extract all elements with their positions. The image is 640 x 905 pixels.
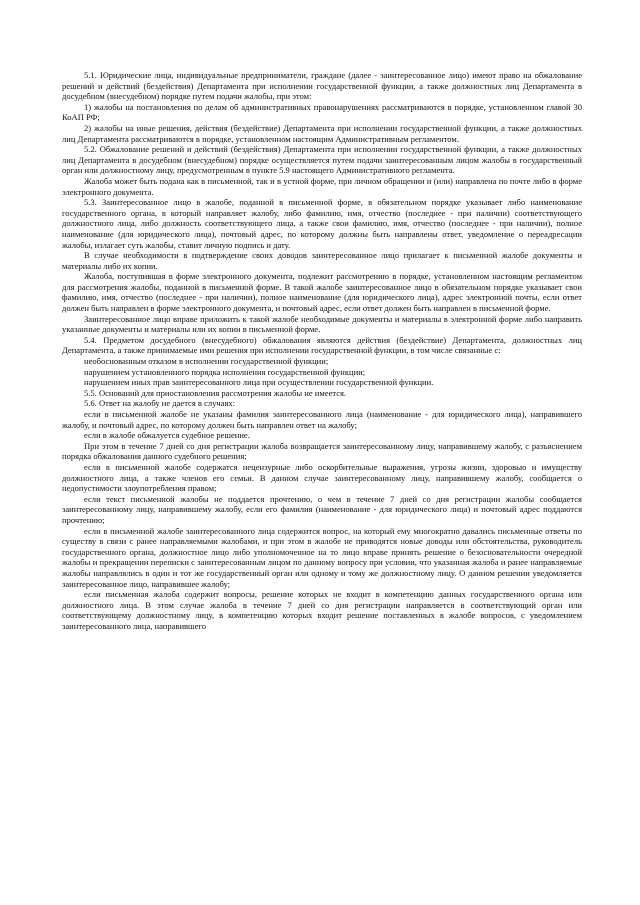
paragraph: 1) жалобы на постановления по делам об административных правонарушениях рассматриваются в порядке, установленном главой 30 КоАП РФ; <box>62 101 582 123</box>
paragraph: 5.2. Обжалование решений и действий (бездействия) Департамента при исполнении государственной функции, а также должностных лиц Департамента в досудебном (внесудебном) порядке осуществляется путем подачи заинтересованным лицом жалобы в государственный орган или должностному лицу, предусмотренным в пункте 5.9 настоящего Административного регламента. <box>62 144 582 176</box>
document-body <box>62 70 582 631</box>
paragraph: 5.3. Заинтересованное лицо в жалобе, поданной в письменной форме, в обязательном порядке указывает либо наименование государственного органа, в который направляет жалобу, либо фамилию, имя, отчество (последнее - при наличии) соответствующего должностного лица, либо должность соответствующего лица, а также свои фамилию, имя, отчество (последнее - при наличии), полное наименование (для юридического лица), почтовый адрес, по которому должны быть направлены ответ, уведомление о переадресации жалобы, излагает суть жалобы, ставит личную подпись и дату. <box>62 197 582 250</box>
list-item: если текст письменной жалобы не поддается прочтению, о чем в течение 7 дней со дня регистрации жалобы сообщается заинтересованному лицу, направившему жалобу, если его фамилия (наименование - для юридического лица) и почтовый адрес поддаются прочтению; <box>62 493 582 525</box>
list-item: если в жалобе обжалуется судебное решение. <box>84 430 250 441</box>
list-item: нарушением установленного порядка исполнения государственной функции; <box>84 366 366 377</box>
list-item: если в письменной жалобе содержатся нецензурные либо оскорбительные выражения, угрозы жизни, здоровью и имуществу должностного лица, а также членов его семьи. В данном случае заинтересованному лицу, направившему жалобу, сообщается о недопустимости злоупотребления правом; <box>62 461 582 494</box>
list-item: если в письменной жалобе заинтересованного лица содержится вопрос, на который ему многократно давались письменные ответы по существу в связи с ранее направляемыми жалобами, и при этом в жалобе не приводятся новые доводы или обстоятельства, руководитель государственного органа, должностное лицо либо уполномоченное на то лицо вправе принять решение о безосновательности очередной жалобы и прекращении переписки с заинтересованным лицом по данному вопросу при условии, что указанная жалоба и ранее направляемые жалобы направлялись в один и тот же государственный орган или одному и тому же должностному лицу. О данном решении уведомляется заинтересованное лицо, направившее жалобу; <box>62 525 582 589</box>
paragraph: Жалоба, поступившая в форме электронного документа, подлежит рассмотрению в порядке, установленном настоящим регламентом для рассмотрения жалобы, поданной в письменной форме. В такой жалобе заинтересованное лицо в обязательном порядке указывает свои фамилию, имя, отчество (последнее - при наличии), полное наименование (для юридического лица), адрес электронной почты, если ответ должен быть направлен в форме электронного документа, и почтовый адрес, если ответ должен быть направлен в письменной форме. <box>62 271 582 314</box>
paragraph: 5.1. Юридические лица, индивидуальные предприниматели, граждане (далее - заинтересованное лицо) имеют право на обжалование решений и действий (бездействия) Департамента при исполнении государственной функции, а также должностных лиц Департамента в досудебном (внесудебном) порядке путем подачи жалобы, при этом: <box>62 70 582 102</box>
paragraph: 2) жалобы на иные решения, действия (бездействие) Департамента при исполнении государственной функции, а также должностных лиц Департамента рассматриваются в порядке, установленном настоящим Административным регламентом. <box>62 122 582 144</box>
paragraph: При этом в течение 7 дней со дня регистрации жалоба возвращается заинтересованному лицу, направившему жалобу, с разъяснением порядка обжалования данного судебного решения; <box>62 440 582 462</box>
list-item: необоснованным отказом в исполнении государственной функции; <box>84 356 329 367</box>
list-item: нарушением иных прав заинтересованного лица при осуществлении государственной функции. <box>84 377 434 388</box>
paragraph: 5.4. Предметом досудебного (внесудебного) обжалования являются действия (бездействие) Департамента, должностных лиц Департамента, а также принимаемые ими решения при исполнении государственной функции, в том числе связанные с: <box>62 334 582 356</box>
list-item: если письменная жалоба содержит вопросы, решение которых не входит в компетенцию данных государственного органа или должностного лица. В этом случае жалоба в течение 7 дней со дня регистрации направляется в соответствующий орган или соответствующему должностному лицу, в компетенцию которых входит решение поставленных в жалобе вопросов, с уведомлением заинтересованного лица, направившего <box>62 589 582 631</box>
list-item: если в письменной жалобе не указаны фамилия заинтересованного лица (наименование - для юридического лица), направившего жалобу, и почтовый адрес, по которому должен быть направлен ответ на жалобу; <box>62 409 582 430</box>
paragraph: Жалоба может быть подана как в письменной, так и в устной форме, при личном обращении и (или) направлена по почте либо в форме электронного документа. <box>62 175 582 197</box>
paragraph: 5.5. Оснований для приостановления рассмотрения жалобы не имеется. <box>84 387 347 398</box>
paragraph: В случае необходимости в подтверждение своих доводов заинтересованное лицо прилагает к письменной жалобе документы и материалы либо их копии. <box>62 250 582 271</box>
paragraph: 5.6. Ответ на жалобу не дается в случаях: <box>84 398 236 409</box>
paragraph: Заинтересованное лицо вправе приложить к такой жалобе необходимые документы и материалы в электронной форме либо направить указанные документы и материалы или их копии в письменной форме. <box>62 313 582 335</box>
